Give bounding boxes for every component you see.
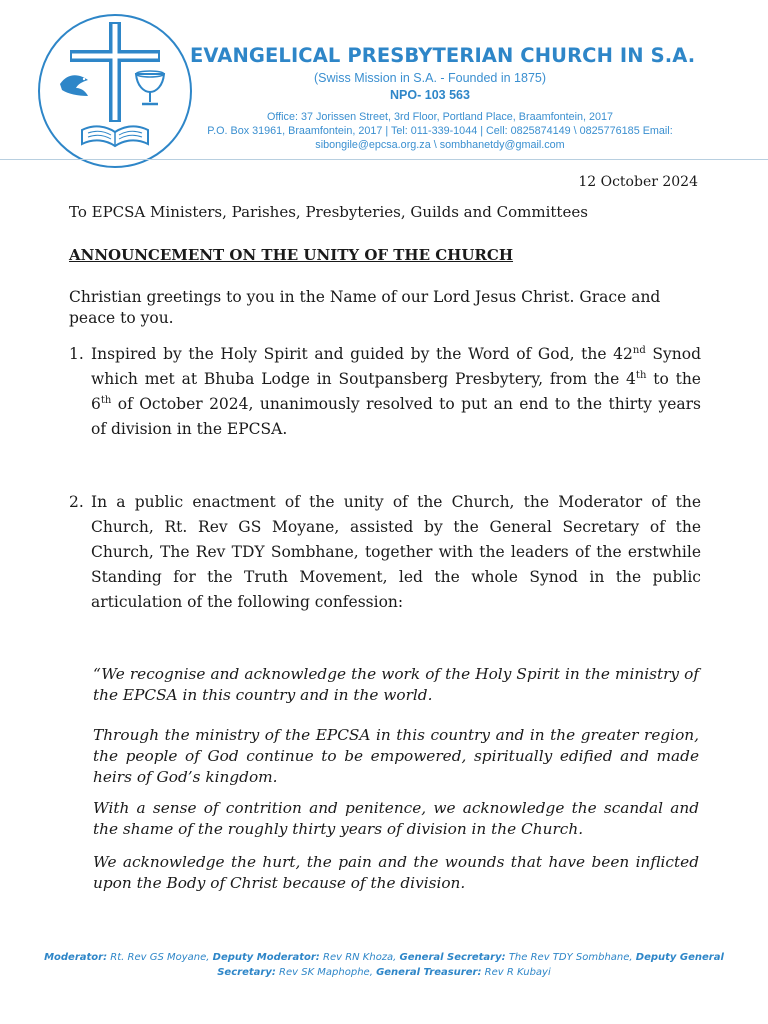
footer-value: Rt. Rev GS Moyane, (107, 952, 213, 963)
open-bible-icon (82, 126, 148, 146)
confession-paragraph: Through the ministry of the EPCSA in this country and in the greater region, the people of God continue to be empowered, spiritually edified and made heirs of God’s kingdom. (93, 726, 699, 786)
organisation-subtitle: (Swiss Mission in S.A. - Founded in 1875) (313, 71, 547, 85)
organisation-name: EVANGELICAL PRESBYTERIAN CHURCH IN S.A. (190, 44, 696, 67)
office-address: Office: 37 Jorissen Street, 3rd Floor, Portland Place, Braamfontein, 2017 (266, 111, 614, 123)
footer-label: General Secretary: (399, 952, 506, 963)
footer-label: General Treasurer: (376, 967, 482, 978)
footer-value: Rev SK Maphophe, (275, 967, 377, 978)
footer-label: Deputy Moderator: (212, 952, 320, 963)
footer-value: The Rev TDY Sombhane, (505, 952, 636, 963)
postal-and-phone: P.O. Box 31961, Braamfontein, 2017 | Tel: 011-339-1044 | Cell: 0825874149 \ 0825776185 Email: (207, 125, 673, 137)
cross-icon (70, 22, 160, 122)
numbered-paragraph-1 (69, 342, 701, 442)
footer-value: Rev RN Khoza, (319, 952, 400, 963)
paragraph-number: 1. (69, 345, 84, 363)
text-run: Inspired by the Holy Spirit and guided by the Word of God, the 42 (91, 345, 633, 363)
chalice-icon (136, 71, 164, 104)
footer-label: Moderator: (44, 952, 108, 963)
confession-paragraph: “We recognise and acknowledge the work of the Holy Spirit in the ministry of the EPCSA in this country and in the world. (93, 665, 699, 704)
footer-label: Deputy General Secretary: (217, 952, 724, 978)
letter-date: 12 October 2024 (578, 174, 698, 190)
paragraph-number: 2. (69, 493, 84, 511)
confession-paragraph: We acknowledge the hurt, the pain and the wounds that have been inflicted upon the Body of Christ because of the division. (93, 853, 699, 892)
footer-value: Rev R Kubayi (481, 967, 551, 978)
text-run: Synod which met at Bhuba Lodge in Soutpansberg Presbytery, from the 4 (91, 345, 701, 388)
numbered-paragraph-2 (69, 490, 701, 615)
ordinal-suffix: nd (632, 344, 646, 356)
office-bearers-footer (40, 950, 728, 980)
recipients-line: To EPCSA Ministers, Parishes, Presbyteries, Guilds and Committees (69, 203, 588, 221)
text-run: to the 6 (91, 370, 701, 413)
ordinal-suffix: th (100, 394, 112, 406)
ordinal-suffix: th (635, 369, 647, 381)
text-run: of October 2024, unanimously resolved to put an end to the thirty years of division in the EPCSA. (91, 395, 701, 438)
announcement-heading: ANNOUNCEMENT ON THE UNITY OF THE CHURCH (69, 246, 514, 264)
email-addresses: sibongile@epcsa.org.za \ sombhanetdy@gmail.com (315, 139, 565, 151)
greeting-paragraph: Christian greetings to you in the Name of our Lord Jesus Christ. Grace and peace to you. (69, 288, 661, 327)
dove-icon (60, 75, 88, 96)
paragraph-text: In a public enactment of the unity of the Church, the Moderator of the Church, Rt. Rev GS Moyane, assisted by the General Secretary of the Church, The Rev TDY Sombhane, together with the leaders of the erstwhile Standing for the Truth Movement, led the whole Synod in the public articulation of the following confession: (91, 493, 701, 611)
npo-number: NPO- 103 563 (390, 88, 470, 102)
confession-paragraph: With a sense of contrition and penitence, we acknowledge the scandal and the shame of the roughly thirty years of division in the Church. (93, 799, 699, 838)
letterhead-divider (0, 159, 768, 160)
paragraph-text (91, 342, 701, 442)
